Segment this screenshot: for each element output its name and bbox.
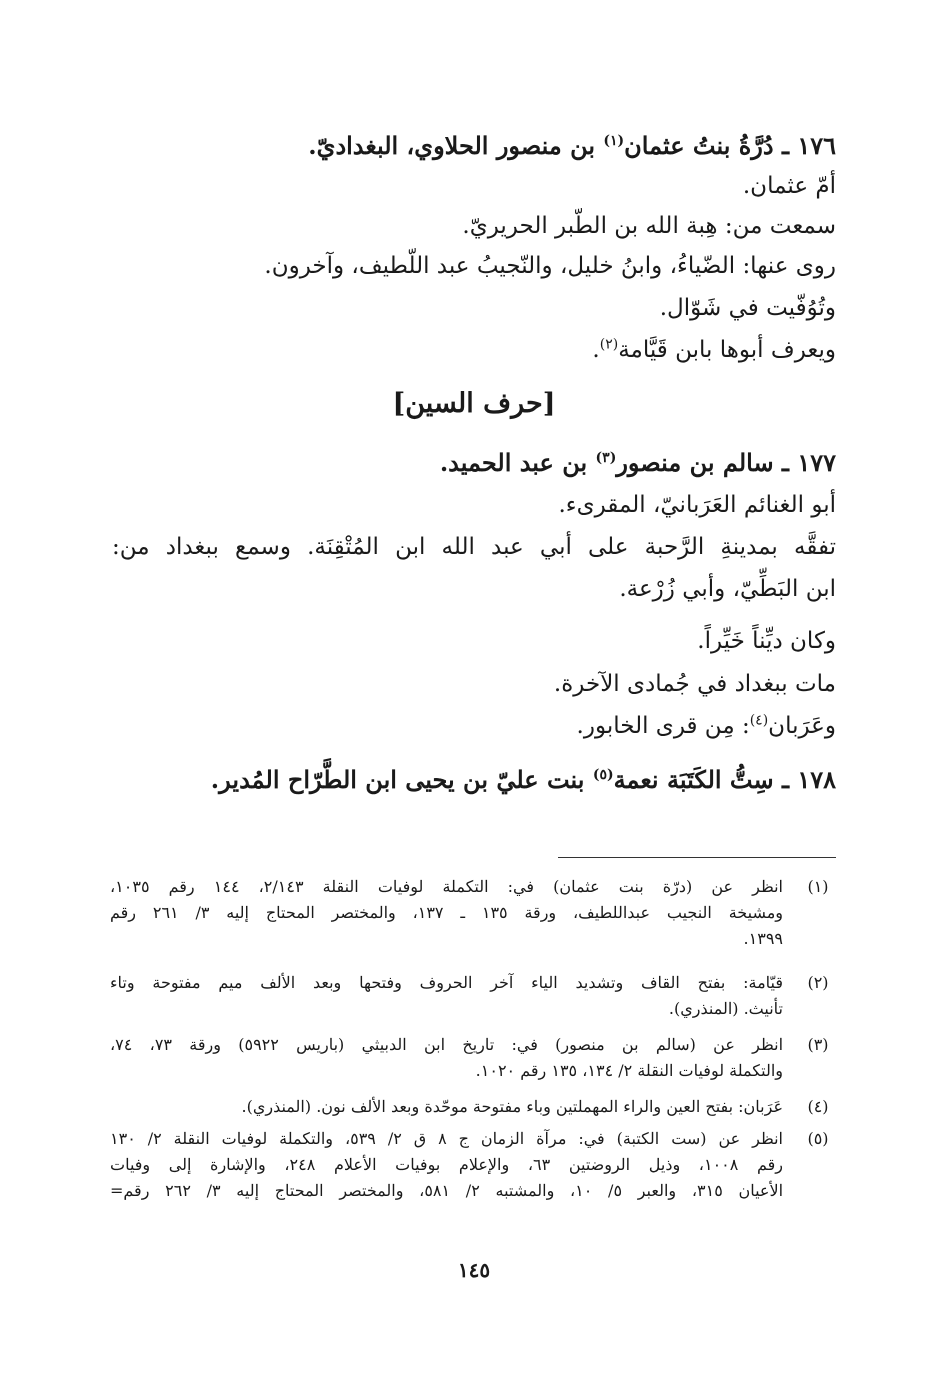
footnote-1 [110,874,838,952]
entry-177-line: ابن البَطِّيّ، وأبي زُرْعة. [619,576,836,602]
footnote-ref: (٤) [749,712,769,729]
footnote-line: ومشيخة النجيب عبداللطيف، ورقة ١٣٥ ـ ١٣٧، والمختصر المحتاج إليه ٣/ ٢٦١ رقم [110,903,784,922]
footnote-divider [558,857,836,858]
footnote-line: انظر عن (درّة بنت عثمان) في: التكملة لوفيات النقلة ٢/١٤٣، ١٤٤ رقم ١٠٣٥، [110,877,784,896]
entry-176-heading: ١٧٦ ـ دُرَّةُ بنتُ عثمان$^{(١)}$ بن منصور الحلاوي، البغداديّ. [308,131,836,160]
entry-176-line: ويعرف أبوها بابن قَيَّامة$^{(٢)}$. [592,336,836,363]
footnote-number: (٢) [807,973,829,992]
footnote-number: (٤) [807,1097,829,1116]
entry-176-line: وتُوُفّيت في شَوّال. [659,295,836,321]
entry-178-heading: ١٧٨ ـ سِتُّ الكَتَبَة نعمة$^{(٥)}$ بنت عليّ بن يحيى ابن الطَّرّاح المُدير. [210,765,836,794]
entry-176-line: سمعت من: هِبة الله بن الطّبر الحريريّ. [462,213,836,239]
entry-177-line: مات ببغداد في جُمادى الآخرة. [553,671,836,697]
entry-177-line: تفقَّه بمدينةِ الرَّحبة على أبي عبد الله ابن المُتْقِنَة. وسمع ببغداد من: [112,534,836,560]
footnote-ref: (١) [603,133,625,149]
footnote-line: ١٣٩٩. [743,929,783,948]
entry-177-heading: ١٧٧ ـ سالم بن منصور$^{(٣)}$ بن عبد الحميد. [439,448,836,477]
section-heading: [حرف السين] [392,388,556,419]
footnote-number: (٥) [807,1129,829,1148]
footnote-number: (٣) [807,1035,829,1054]
entry-177-line: وكان ديِّناً خَيِّراً. [697,628,836,654]
footnote-3 [110,1032,838,1084]
footnote-line: قيّامة: بفتح القاف وتشديد الياء آخر الحروف وفتحها وبعد الألف ميم مفتوحة وتاء [110,973,783,992]
footnote-4 [110,1094,838,1120]
footnote-5 [110,1126,838,1204]
footnote-line: عَرَبان: بفتح العين والراء المهملتين وباء مفتوحة موحّدة وبعد الألف نون. (المنذري). [241,1097,783,1116]
footnote-line: الأعيان ٣١٥، والعبر ٥/ ١٠، والمشتبه ٢/ ٥٨١، والمختصر المحتاج إليه ٣/ ٢٦٢ رقم= [110,1181,784,1200]
entry-177-line: وعَرَبان$^{(٤)}$: مِن قرى الخابور. [576,712,836,739]
footnote-2 [110,970,838,1022]
footnote-line: والتكملة لوفيات النقلة ٢/ ١٣٤، ١٣٥ رقم ١٠٢٠. [475,1061,783,1080]
entry-176-line: روى عنها: الضّياءُ، وابنُ خليل، والنّجيبُ عبد اللّطيف، وآخرون. [264,253,836,279]
footnote-line: انظر عن (سالم بن منصور) في: تاريخ ابن الدبيثي (باريس ٥٩٢٢) ورقة ٧٣، ٧٤، [110,1035,784,1054]
footnote-ref: (٥) [592,767,614,783]
entry-176-line: أمّ عثمان. [742,173,836,199]
footnote-ref: (٢) [599,336,619,353]
footnote-ref: (٣) [595,450,617,466]
footnote-line: رقم ١٠٠٨، وذيل الروضتين ٦٣، والإعلام بوفيات الأعلام ٢٤٨، والإشارة إلى وفيات [110,1155,784,1174]
page-number: ١٤٥ [457,1258,491,1282]
footnote-line: انظر عن (ست الكتبة) في: مرآة الزمان ج ٨ ق ٢/ ٥٣٩، والتكملة لوفيات النقلة ٢/ ١٣٠ [110,1129,783,1148]
footnote-number: (١) [807,877,829,896]
entry-177-line: أبو الغنائم العَرَبانيّ، المقرىء. [558,492,836,518]
footnote-line: تأنيث. (المنذري). [668,999,783,1018]
